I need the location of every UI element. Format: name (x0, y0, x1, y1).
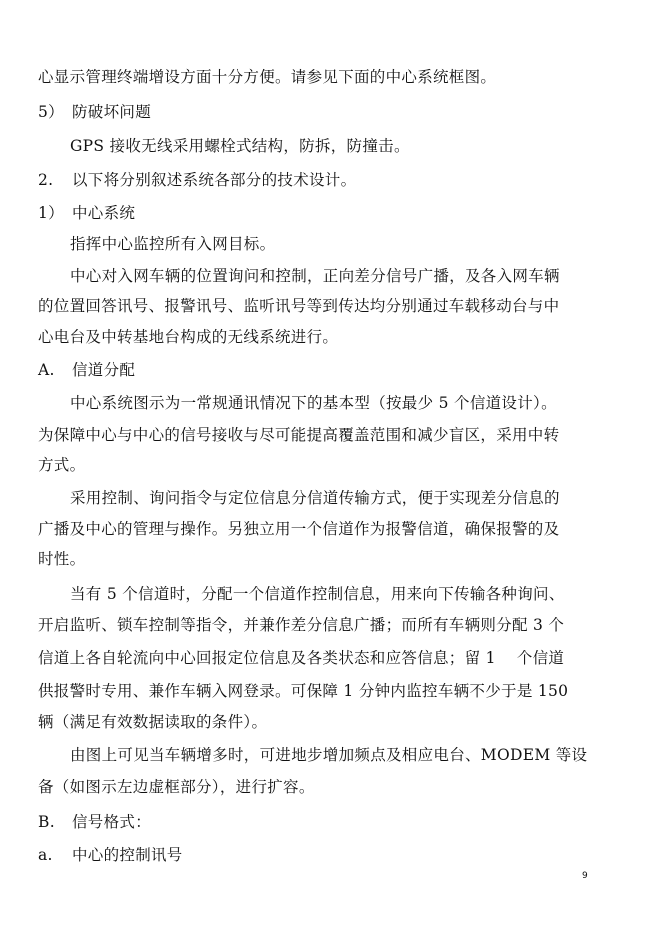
section-heading (38, 812, 151, 832)
text-line (38, 681, 568, 701)
text-line (38, 67, 496, 87)
section-title: 防破坏问题 (72, 103, 152, 121)
line-text: 心显示管理终端增设方面十分方便。请参见下面的中心系统框图。 (38, 68, 497, 86)
section-label: A. (38, 361, 55, 379)
text-line (38, 519, 559, 539)
text-line (38, 615, 564, 635)
section-heading (38, 102, 151, 122)
section-title: 中心的控制讯号 (72, 846, 183, 864)
section-label: a. (38, 846, 53, 864)
section-label: B. (38, 813, 55, 831)
line-text: 当有 5 个信道时，分配一个信道作控制信息，用来向下传输各种询问、 (70, 585, 565, 603)
section-heading (38, 360, 135, 380)
text-line (70, 488, 560, 508)
text-line (70, 266, 560, 286)
line-text: 供报警时专用、兼作车辆入网登录。可保障 1 分钟内监控车辆不少于是 150 (38, 682, 569, 700)
text-line (38, 327, 338, 347)
section-heading (38, 845, 183, 865)
line-text: 为保障中心与中心的信号接收与尽可能提高覆盖范围和减少盲区，采用中转 (38, 426, 560, 444)
text-line (38, 777, 315, 797)
section-title: 以下将分别叙述系统各部分的技术设计。 (72, 171, 357, 189)
section-title: 中心系统 (72, 204, 136, 222)
text-line (38, 296, 559, 316)
line-text: 时性。 (38, 550, 86, 568)
line-text: 由图上可见当车辆增多时，可进地步增加频点及相应电台、MODEM 等设 (70, 746, 588, 764)
line-text: 采用控制、询问指令与定位信息分信道传输方式，便于实现差分信息的 (70, 489, 560, 507)
line-text: 中心系统图示为一常规通讯情况下的基本型（按最少 5 个信道设计）。 (70, 394, 557, 412)
line-text: 开启监听、锁车控制等指令，并兼作差分信息广播；而所有车辆则分配 3 个 (38, 616, 565, 634)
line-text: 指挥中心监控所有入网目标。 (70, 235, 276, 253)
line-text: 的位置回答讯号、报警讯号、监听讯号等到传达均分别通过车载移动台与中 (38, 297, 560, 315)
text-line (70, 393, 557, 413)
line-text: 备（如图示左边虚框部分），进行扩容。 (38, 778, 315, 796)
section-label: 1） (38, 204, 64, 222)
section-title: 信号格式： (72, 813, 152, 831)
line-text: 方式。 (38, 456, 86, 474)
line-text: 中心对入网车辆的位置询问和控制，正向差分信号广播，及各入网车辆 (70, 267, 560, 285)
text-line (70, 745, 587, 765)
section-label: 5） (38, 103, 64, 121)
text-line (70, 136, 410, 156)
line-text: 信道上各自轮流向中心回报定位信息及各类状态和应答信息；留 1 个信道 (38, 649, 565, 667)
text-line (38, 549, 85, 569)
line-text: 广播及中心的管理与操作。另独立用一个信道作为报警信道，确保报警的及 (38, 520, 560, 538)
section-heading (38, 203, 135, 223)
section-label: 2. (38, 171, 54, 189)
page-number: 9 (582, 871, 588, 881)
text-line (70, 584, 565, 604)
line-text: 心电台及中转基地台构成的无线系统进行。 (38, 328, 339, 346)
section-title: 信道分配 (72, 361, 136, 379)
text-line (38, 425, 559, 445)
line-text: 辆（满足有效数据读取的条件）。 (38, 713, 268, 731)
text-line (38, 648, 564, 668)
line-text: GPS 接收无线采用螺栓式结构，防拆，防撞击。 (70, 137, 410, 155)
text-line (70, 234, 275, 254)
text-line (38, 455, 85, 475)
text-line (38, 712, 267, 732)
section-heading (38, 170, 356, 190)
